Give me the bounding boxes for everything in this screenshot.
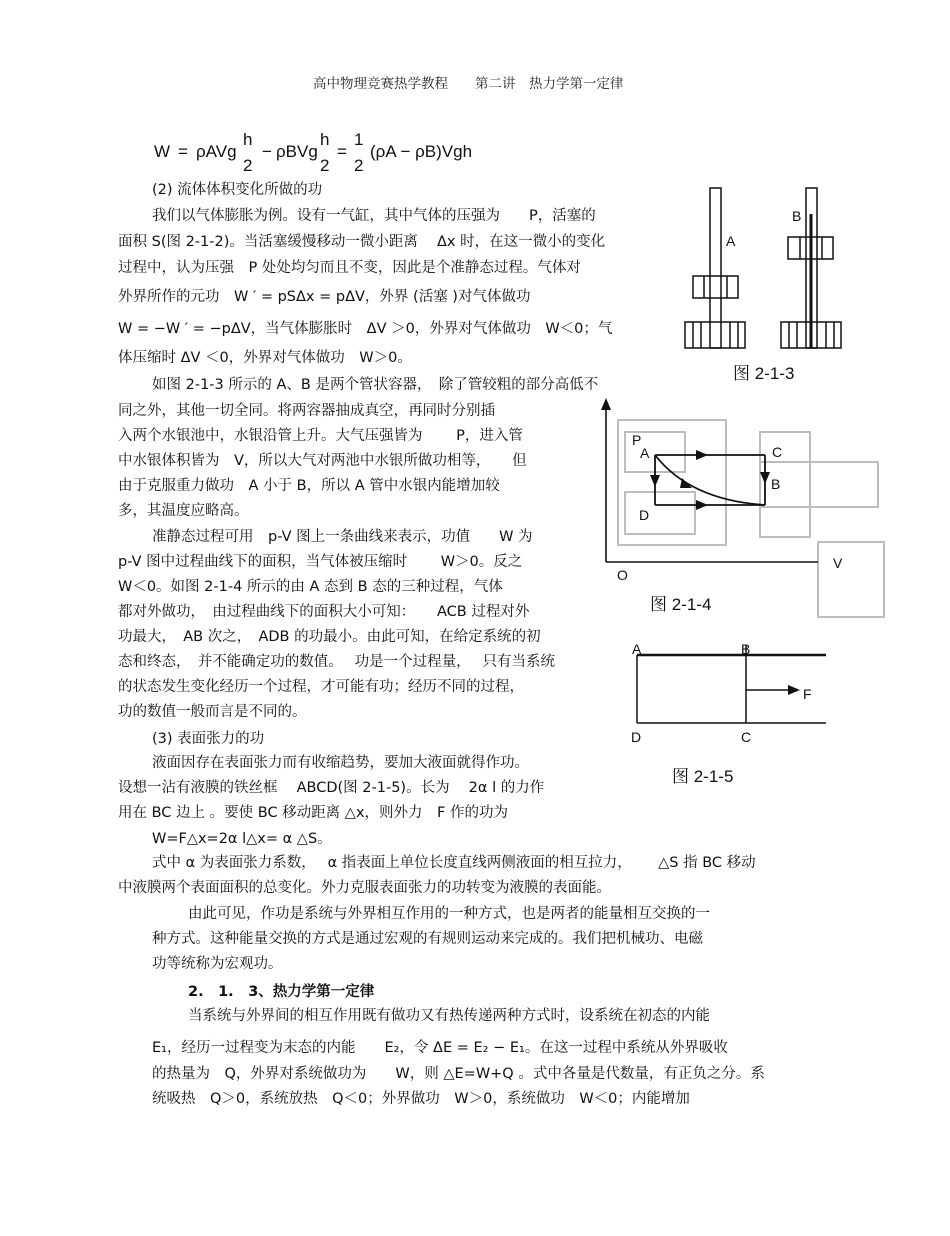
formula-rho-a-term: ρAVg	[196, 142, 237, 161]
formula-two-1: 2	[243, 156, 253, 175]
fig214-label-c: C	[772, 444, 783, 460]
fig214-processes	[655, 455, 765, 505]
formula-two-2: 2	[320, 156, 330, 175]
fig215-label-c: C	[741, 729, 752, 745]
section213-line: 的热量为 Q，外界对系统做功为 W，则 △E=W+Q 。式中各量是代数量，有正负之分。系	[152, 1066, 765, 1082]
section3-line: 用在 BC 边上 。要使 BC 移动距离 △x，则外力 F 作的功为	[118, 805, 508, 821]
fig214-label-b: B	[771, 476, 781, 492]
formula-minus: −	[262, 142, 272, 161]
fig215-frame	[637, 645, 826, 723]
section2-line: 过程中，认为压强 P 处处均匀而且不变，因此是个准静态过程。气体对	[118, 260, 581, 276]
para213-line: 由于克服重力做功 A 小于 B，所以 A 管中水银内能增加较	[118, 478, 500, 494]
fig215-caption: 图 2-1-5	[672, 767, 734, 786]
fig214-label-d: D	[639, 507, 650, 523]
fig215-label-b: B	[741, 641, 751, 657]
section3-line: 设想一沾有液膜的铁丝框 ABCD(图 2-1-5)。长为 2α l 的力作	[118, 780, 545, 796]
fig214-frame-boxes	[618, 420, 884, 617]
formula-eq-2: =	[337, 142, 347, 161]
page-header: 高中物理竞赛热学教程 第二讲 热力学第一定律	[313, 76, 624, 92]
formula-h-1: h	[243, 130, 253, 149]
section3-heading: (3) 表面张力的功	[152, 731, 265, 747]
fig214-origin: O	[617, 567, 628, 583]
section3-line: 液面因存在表面张力而有收缩趋势，要加大液面就得作功。	[152, 755, 529, 771]
para-macro-line: 种方式。这种能量交换的方式是通过宏观的有规则运动来完成的。我们把机械功、电磁	[152, 931, 703, 947]
para213-line: 如图 2-1-3 所示的 A、B 是两个管状容器， 除了管较粗的部分高低不	[152, 377, 599, 393]
para-pv-line: 功最大， AB 次之， ADB 的功最小。由此可知，在给定系统的初	[118, 629, 541, 645]
section2-line: W = −W ′ = −pΔV，当气体膨胀时 ΔV ＞0，外界对气体做功 W＜0；气	[118, 321, 613, 337]
fig215-label-d: D	[631, 729, 642, 745]
section213-line: 统吸热 Q＞0，系统放热 Q＜0；外界做功 W＞0，系统做功 W＜0；内能增加	[152, 1091, 690, 1107]
fig215-force-arrow	[746, 685, 800, 695]
fig213-label-b: B	[792, 208, 802, 224]
para-pv-line: W＜0。如图 2-1-4 所示的由 A 态到 B 态的三种过程，气体	[118, 579, 503, 595]
para-pv-line: 都对外做功， 由过程曲线下的面积大小可知： ACB 过程对外	[118, 604, 530, 620]
section3-line: 中液膜两个表面面积的总变化。外力克服表面张力的功转变为液膜的表面能。	[118, 880, 611, 896]
fig213-tube-a	[685, 188, 745, 348]
formula-two-3: 2	[354, 156, 364, 175]
section3-formula: W=F△x=2α l△x= α △S。	[152, 831, 332, 847]
para213-line: 入两个水银池中，水银沿管上升。大气压强皆为 P，进入管	[118, 428, 523, 444]
section2-line: 面积 S(图 2-1-2)。当活塞缓慢移动一微小距离 Δx 时，在这一微小的变化	[118, 234, 606, 250]
section2-line: 外界所作的元功 W ′ = pSΔx = pΔV，外界 (活塞 )对气体做功	[118, 289, 531, 305]
formula-h-2: h	[320, 130, 330, 149]
para-pv-line: 功的数值一般而言是不同的。	[118, 704, 307, 720]
fig215-label-f: F	[803, 686, 812, 702]
section2-heading: (2) 流体体积变化所做的功	[152, 182, 323, 198]
section3-line: 式中 α 为表面张力系数， α 指表面上单位长度直线两侧液面的相互拉力， △S 指 BC 移动	[152, 855, 756, 871]
para-pv-line: 的状态发生变化经历一个过程，才可能有功；经历不同的过程，	[118, 679, 524, 695]
para-macro-line: 由此可见，作功是系统与外界相互作用的一种方式，也是两者的能量相互交换的一	[188, 906, 710, 922]
fig213-caption: 图 2-1-3	[733, 364, 795, 383]
fig214-caption: 图 2-1-4	[650, 595, 712, 614]
para-pv-line: 态和终态， 并不能确定功的数值。 功是一个过程量， 只有当系统	[118, 654, 555, 670]
para213-line: 同之外，其他一切全同。将两容器抽成真空，再同时分别插	[118, 403, 495, 419]
para-pv-line: 准静态过程可用 p-V 图上一条曲线来表示，功值 W 为	[152, 529, 533, 545]
fig213-tube-b	[781, 188, 841, 348]
section213-line: 当系统与外界间的相互作用既有做功又有热传递两种方式时，设系统在初态的内能	[188, 1008, 710, 1024]
para213-line: 多，其温度应略高。	[118, 503, 249, 519]
section2-line: 我们以气体膨胀为例。设有一气缸，其中气体的压强为 P，活塞的	[152, 208, 596, 224]
fig214-axis-p: P	[632, 432, 642, 448]
fig213-label-a: A	[726, 233, 736, 249]
formula-rhs: (ρA − ρB)Vgh	[370, 142, 473, 161]
formula-one: 1	[354, 130, 364, 149]
formula-eq-1: =	[178, 142, 188, 161]
fig214-label-a: A	[640, 445, 650, 461]
section213-line: E₁，经历一过程变为末态的内能 E₂，令 ΔE = E₂ − E₁。在这一过程中系统从外界吸收	[152, 1040, 728, 1056]
formula-rho-b-term: ρBVg	[276, 142, 318, 161]
section213-heading: 2. 1. 3、热力学第一定律	[188, 984, 375, 1000]
para213-line: 中水银体积皆为 V，所以大气对两池中水银所做功相等， 但	[118, 453, 527, 469]
para-macro-line: 功等统称为宏观功。	[152, 956, 283, 972]
para-pv-line: p-V 图中过程曲线下的面积，当气体被压缩时 W＞0。反之	[118, 554, 523, 570]
section2-line: 体压缩时 ΔV ＜0，外界对气体做功 W＞0。	[118, 350, 412, 366]
fig214-arrowheads	[650, 450, 770, 510]
fig215-label-a: A	[632, 641, 642, 657]
fig214-axis-v: V	[833, 555, 843, 571]
formula-lhs: W	[154, 142, 171, 161]
